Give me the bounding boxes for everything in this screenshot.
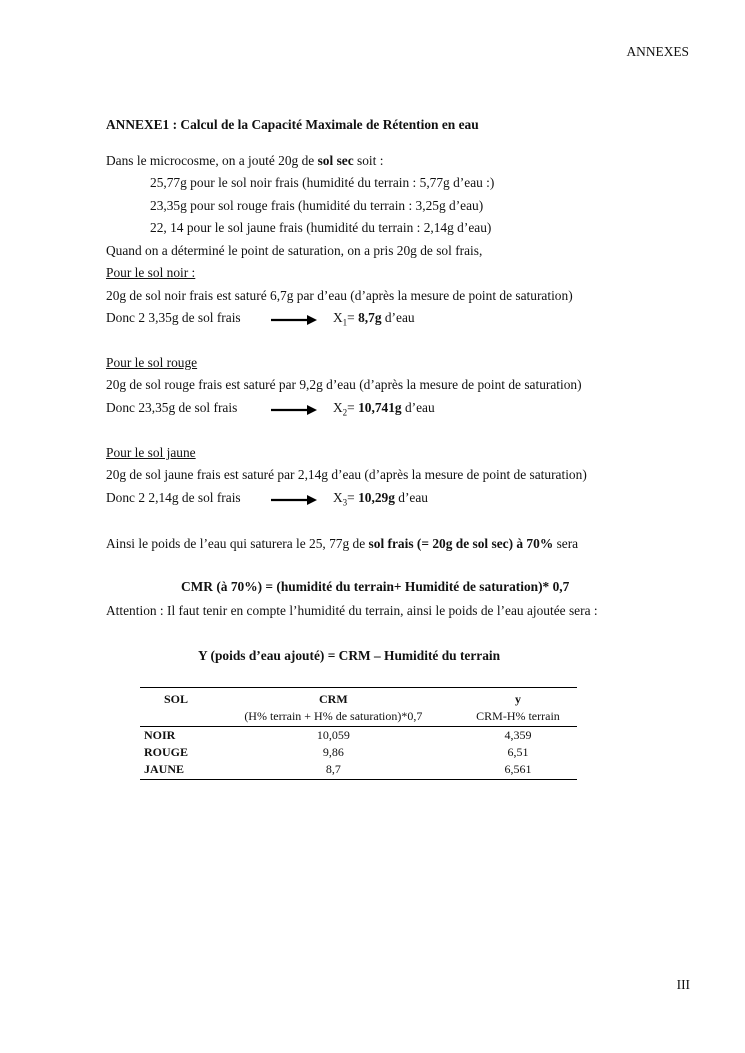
sample-line-noir: 25,77g pour le sol noir frais (humidité du terrain : 5,77g d’eau :): [150, 175, 495, 190]
cmr-formula: CMR (à 70%) = (humidité du terrain+ Humidité de saturation)* 0,7: [181, 579, 570, 594]
section-donc-jaune: Donc 2 2,14g de sol frais: [106, 490, 241, 505]
section-text-rouge: 20g de sol rouge frais est saturé par 9,2g d’eau (d’après la mesure de point de saturation): [106, 377, 582, 392]
table-header-sol: SOL: [140, 688, 208, 709]
attention-note: Attention : Il faut tenir en compte l’humidité du terrain, ainsi le poids de l’eau ajoutée sera :: [106, 603, 598, 618]
saturation-sentence: Quand on a déterminé le point de saturation, on a pris 20g de sol frais,: [106, 243, 483, 258]
arrow-icon: [271, 404, 317, 416]
section-text-noir: 20g de sol noir frais est saturé 6,7g par d’eau (d’après la mesure de point de saturation): [106, 288, 573, 303]
sample-line-jaune: 22, 14 pour le sol jaune frais (humidité du terrain : 2,14g d’eau): [150, 220, 492, 235]
table-header-crm: CRM: [208, 688, 459, 709]
table-subheader-crm: (H% terrain + H% de saturation)*0,7: [208, 708, 459, 727]
table-subheader-y: CRM-H% terrain: [459, 708, 577, 727]
table-row: ROUGE 9,86 6,51: [144, 745, 529, 759]
annex-title: ANNEXE1 : Calcul de la Capacité Maximale de Rétention en eau: [106, 117, 479, 132]
page-number: III: [676, 977, 690, 992]
section-heading-noir: Pour le sol noir :: [106, 265, 196, 280]
table-row: NOIR 10,059 4,359: [144, 728, 532, 742]
section-heading-jaune: Pour le sol jaune: [106, 445, 196, 460]
conclusion-line: Ainsi le poids de l’eau qui saturera le 25, 77g de sol frais (= 20g de sol sec) à 70% sera: [106, 536, 579, 551]
result-rouge: $X_2= 10,741g$ d’eau: [333, 400, 435, 418]
table-row: JAUNE 8,7 6,561: [140, 761, 577, 780]
arrow-icon: [271, 314, 317, 326]
intro-line: Dans le microcosme, on a jouté 20g de sol sec soit :: [106, 153, 384, 168]
section-heading-rouge: Pour le sol rouge: [106, 355, 198, 370]
crm-table: [140, 687, 577, 780]
table-subheader-sol: [140, 708, 208, 727]
section-text-jaune: 20g de sol jaune frais est saturé par 2,14g d’eau (d’après la mesure de point de saturation): [106, 467, 587, 482]
sample-line-rouge: 23,35g pour sol rouge frais (humidité du terrain : 3,25g d’eau): [150, 198, 484, 213]
result-jaune: $X_3= 10,29g$ d’eau: [333, 490, 428, 508]
arrow-icon: [271, 494, 317, 506]
section-donc-noir: Donc 2 3,35g de sol frais: [106, 310, 241, 325]
table-header-y: y: [459, 688, 577, 709]
result-noir: $X_1= 8,7g$ d’eau: [333, 310, 415, 328]
section-donc-rouge: Donc 23,35g de sol frais: [106, 400, 238, 415]
y-formula: Y (poids d’eau ajouté) = CRM – Humidité du terrain: [198, 648, 501, 663]
running-header: ANNEXES: [626, 44, 689, 59]
